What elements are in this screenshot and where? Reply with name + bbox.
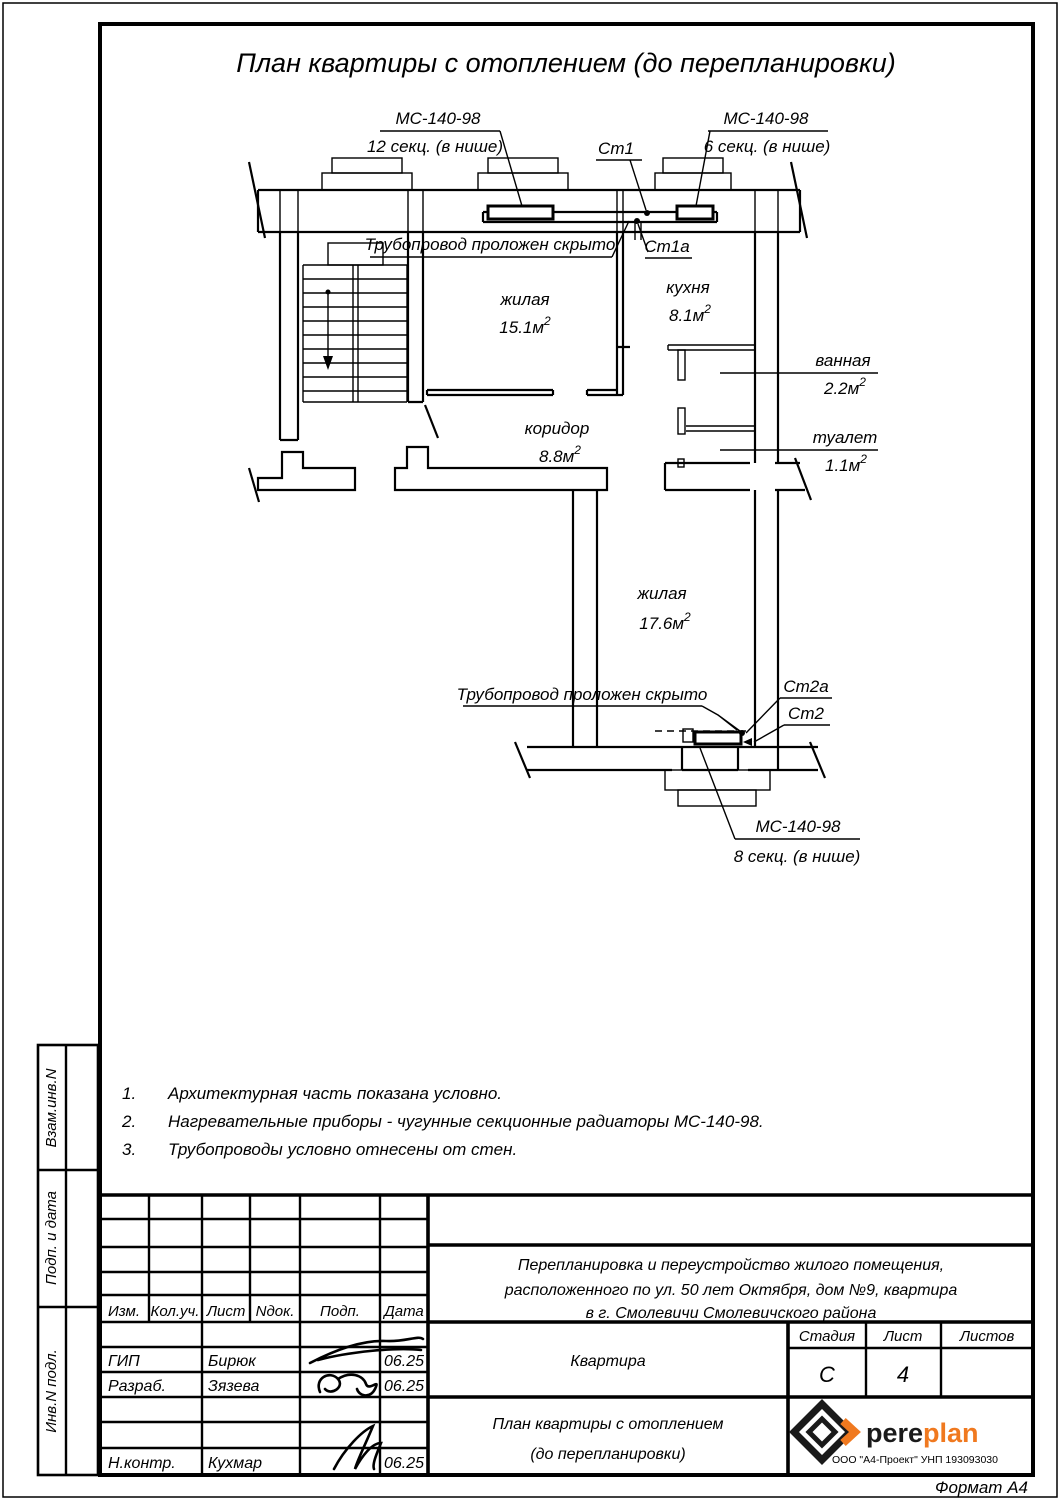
row-gip-date: 06.25 xyxy=(384,1353,425,1370)
radiator1-sections: 12 секц. (в нише) xyxy=(366,137,504,156)
note-2-text: Нагревательные приборы - чугунные секционные радиаторы МС-140-98. xyxy=(168,1112,764,1131)
radiator-8-sections xyxy=(695,732,741,744)
sheet-label: Лист xyxy=(883,1328,923,1345)
row-nkontr-name: Кухмар xyxy=(208,1455,263,1472)
col-koluch: Кол.уч. xyxy=(150,1303,200,1320)
note-1-num: 1. xyxy=(122,1084,137,1103)
radiator1-model: МС-140-98 xyxy=(395,109,481,128)
svg-text:жилая: жилая xyxy=(500,290,550,309)
object-name: Квартира xyxy=(570,1353,646,1370)
project-line1: Перепланировка и переустройство жилого помещения, xyxy=(517,1257,945,1274)
svg-text:1.1м2: $1.1м^2$ xyxy=(825,452,867,475)
note-3-num: 3. xyxy=(122,1140,137,1159)
sheets-label: Листов xyxy=(959,1328,1015,1345)
col-data: Дата xyxy=(384,1303,424,1320)
margin-label-vzam: Взам.инв.N xyxy=(43,1068,60,1148)
col-podp: Подп. xyxy=(320,1303,360,1320)
doc-title-line2: (до перепланировки) xyxy=(530,1446,686,1463)
col-list: Лист xyxy=(206,1303,246,1320)
radiator2-sections: 6 секц. (в нише) xyxy=(703,137,831,156)
sheet-value: 4 xyxy=(896,1362,910,1387)
st1a-label: Ст1а xyxy=(644,237,690,256)
project-line2: расположенного по ул. 50 лет Октября, дом №9, квартира xyxy=(504,1282,958,1299)
svg-text:кухня: кухня xyxy=(666,278,710,297)
stage-value: С xyxy=(819,1362,835,1387)
format-label: Формат А4 xyxy=(934,1478,1028,1497)
radiator3-sections: 8 секц. (в нише) xyxy=(733,847,861,866)
radiator-12-sections xyxy=(488,206,553,219)
svg-text:ванная: ванная xyxy=(815,351,871,370)
note-3-text: Трубопроводы условно отнесены от стен. xyxy=(168,1140,518,1159)
st2a-label: Ст2а xyxy=(783,677,829,696)
svg-text:жилая: жилая xyxy=(637,584,687,603)
margin-label-inv: Инв.N подл. xyxy=(43,1349,60,1433)
margin-label-podp: Подп. и дата xyxy=(43,1191,60,1285)
svg-text:туалет: туалет xyxy=(812,428,878,447)
col-izm: Изм. xyxy=(108,1303,140,1320)
stage-label: Стадия xyxy=(798,1328,856,1345)
riser-st1a-point xyxy=(634,218,640,224)
sheet-title: План квартиры с отоплением (до перепланировки) xyxy=(236,48,896,78)
logo-company: ООО "А4-Проект" УНП 193093030 xyxy=(832,1454,998,1466)
pipe-note-bottom-text: Трубопровод проложен скрыто xyxy=(456,685,708,704)
col-ndok: Nдок. xyxy=(255,1303,295,1320)
st2-label: Ст2 xyxy=(788,704,824,723)
radiator-6-sections xyxy=(677,206,713,219)
radiator3-model: МС-140-98 xyxy=(755,817,841,836)
svg-text:8.8м2: $8.8м^2$ xyxy=(539,443,581,466)
svg-text:15.1м2: $15.1м^2$ xyxy=(499,314,551,337)
row-gip-role: ГИП xyxy=(108,1353,140,1370)
row-razrab-role: Разраб. xyxy=(108,1378,166,1395)
riser-st1-point xyxy=(644,210,650,216)
margin-strip xyxy=(38,1045,98,1475)
row-gip-name: Бирюк xyxy=(208,1353,256,1370)
svg-text:8.1м2: $8.1м^2$ xyxy=(669,302,711,325)
pipe-note-top-text: Трубопровод проложен скрыто xyxy=(364,235,616,254)
doc-title-line1: План квартиры с отоплением xyxy=(492,1416,724,1433)
note-2-num: 2. xyxy=(122,1112,137,1131)
note-1-text: Архитектурная часть показана условно. xyxy=(168,1084,503,1103)
svg-text:2.2м2: $2.2м^2$ xyxy=(824,375,866,398)
row-nkontr-role: Н.контр. xyxy=(108,1455,176,1472)
logo-wordmark: pereplan xyxy=(866,1418,979,1448)
svg-text:коридор: коридор xyxy=(524,419,590,438)
row-razrab-date: 06.25 xyxy=(384,1378,425,1395)
svg-text:17.6м2: $17.6м^2$ xyxy=(639,610,691,633)
project-line3: в г. Смолевичи Смолевичского района xyxy=(585,1305,877,1322)
row-nkontr-date: 06.25 xyxy=(384,1455,425,1472)
st1-label: Ст1 xyxy=(598,139,634,158)
radiator2-model: МС-140-98 xyxy=(723,109,809,128)
row-razrab-name: Зязева xyxy=(208,1378,260,1395)
